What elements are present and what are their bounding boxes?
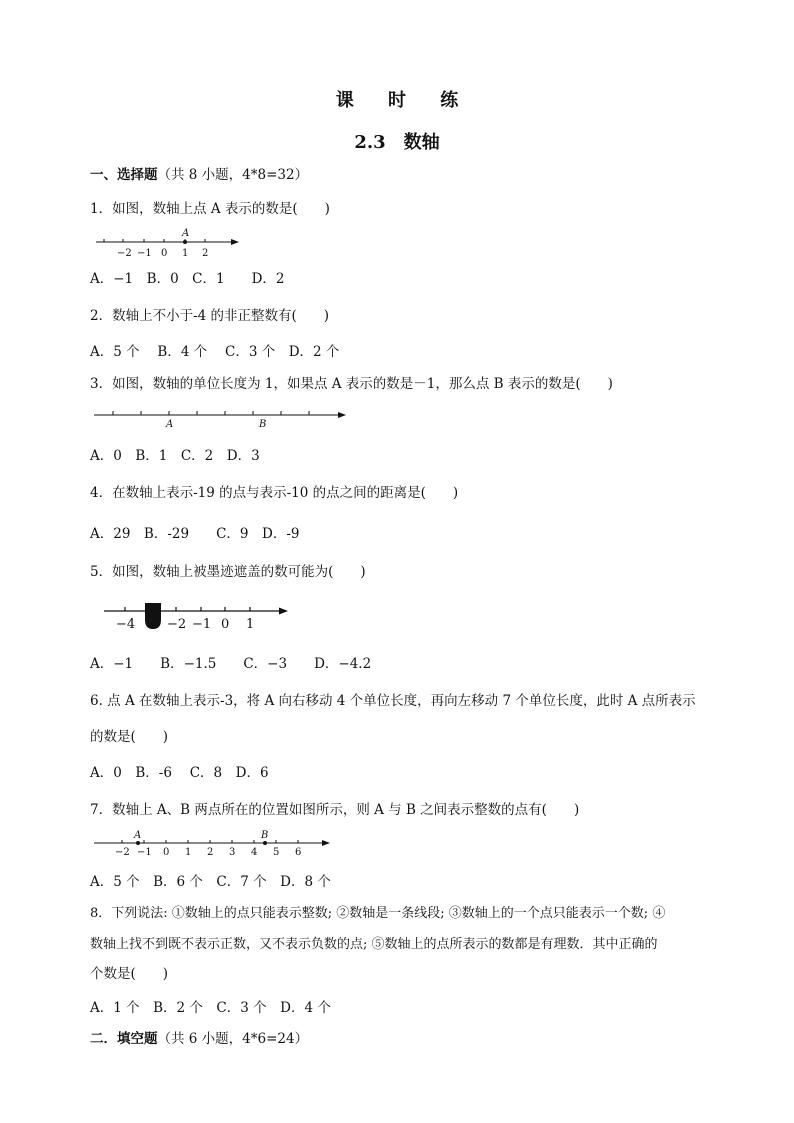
q8-options: A．1 个 B．2 个 C．3 个 D．4 个 [90,1000,331,1016]
q3-point-b-label: B [259,419,267,430]
q6-stem: 6. 点 A 在数轴上表示-3，将 A 向右移动 4 个单位长度，再向左移动 7 个单位长度，此时 A 点所表示 [90,693,696,709]
q1-tick-label: 2 [202,248,209,259]
q7-options: A．5 个 B．6 个 C．7 个 D．8 个 [90,874,331,890]
q2-stem: 2．数轴上不小于-4 的非正整数有( ) [90,308,330,324]
q3-point-a-label: A [166,419,174,430]
q7-point-b-label: B [261,830,269,841]
section-1-label: 一、选择题 [90,167,158,183]
q8-stem: 8．下列说法: ①数轴上的点只能表示整数; ②数轴是一条线段; ③数轴上的一个点只能表示一个数; ④ [90,906,666,921]
q8-stem-end: 个数是( ) [90,966,169,982]
q1-options: A．−1 B．0 C．1 D．2 [90,271,285,287]
q5-tick-label: 1 [246,617,255,632]
q5-tick-label: −1 [192,617,212,632]
q3-stem: 3．如图，数轴的单位长度为 1，如果点 A 表示的数是－1，那么点 B 表示的数是( ) [90,376,613,392]
q7-tick-label: −1 [137,847,152,858]
q7-tick-label: 4 [251,847,258,858]
q7-tick-label: 1 [185,847,192,858]
section-2-label: 二．填空题 [90,1031,158,1047]
q4-stem: 4．在数轴上表示-19 的点与表示-10 的点之间的距离是( ) [90,485,459,501]
q2-options: A．5 个 B．4 个 C．3 个 D．2 个 [90,344,340,360]
lesson-subtitle: 2.3 数轴 [354,132,440,153]
section-2-note: （共 6 小题，4*6=24） [157,1031,309,1047]
q5-options: A．−1 B．−1.5 C．−3 D．−4.2 [90,656,372,672]
q1-tick-label: 1 [182,248,189,259]
q7-tick-label: 0 [163,847,170,858]
q5-number-line [104,600,294,636]
q1-stem: 1．如图，数轴上点 A 表示的数是( ) [90,201,330,217]
q7-tick-label: 2 [207,847,214,858]
q7-tick-label: −2 [115,847,130,858]
q1-number-line [96,228,246,262]
q6-stem-continued: 的数是( ) [90,729,169,745]
q5-stem: 5．如图，数轴上被墨迹遮盖的数可能为( ) [90,564,366,580]
q8-stem-continued: 数轴上找不到既不表示正数，又不表示负数的点; ⑤数轴上的点所表示的数都是有理数．其中正确的 [90,937,658,952]
q3-options: A．0 B．1 C．2 D．3 [90,448,260,464]
section-2-header [90,1030,308,1048]
q7-stem: 7．数轴上 A、B 两点所在的位置如图所示，则 A 与 B 之间表示整数的点有( ) [90,802,580,818]
q5-tick-label: −4 [116,617,136,632]
section-1-header [90,166,308,184]
q1-tick-label: −1 [137,248,152,259]
q7-number-line [94,828,339,860]
q7-tick-label: 6 [295,847,302,858]
q7-tick-label: 5 [273,847,280,858]
page-title: 课 时 练 [335,90,473,111]
q6-options: A．0 B．-6 C．8 D．6 [90,765,269,781]
q7-point-a-label: A [134,830,142,841]
q1-tick-label: 0 [161,248,168,259]
q5-tick-label: 0 [221,617,230,632]
q1-point-label: A [182,228,190,239]
q1-tick-label: −2 [117,248,132,259]
section-1-note: （共 8 小题，4*8=32） [157,167,309,183]
q5-tick-label: −2 [167,617,187,632]
q7-tick-label: 3 [229,847,236,858]
q5-ink-blot [145,603,161,629]
q4-options: A．29 B．-29 C．9 D．-9 [90,526,300,542]
q3-number-line [94,405,354,433]
